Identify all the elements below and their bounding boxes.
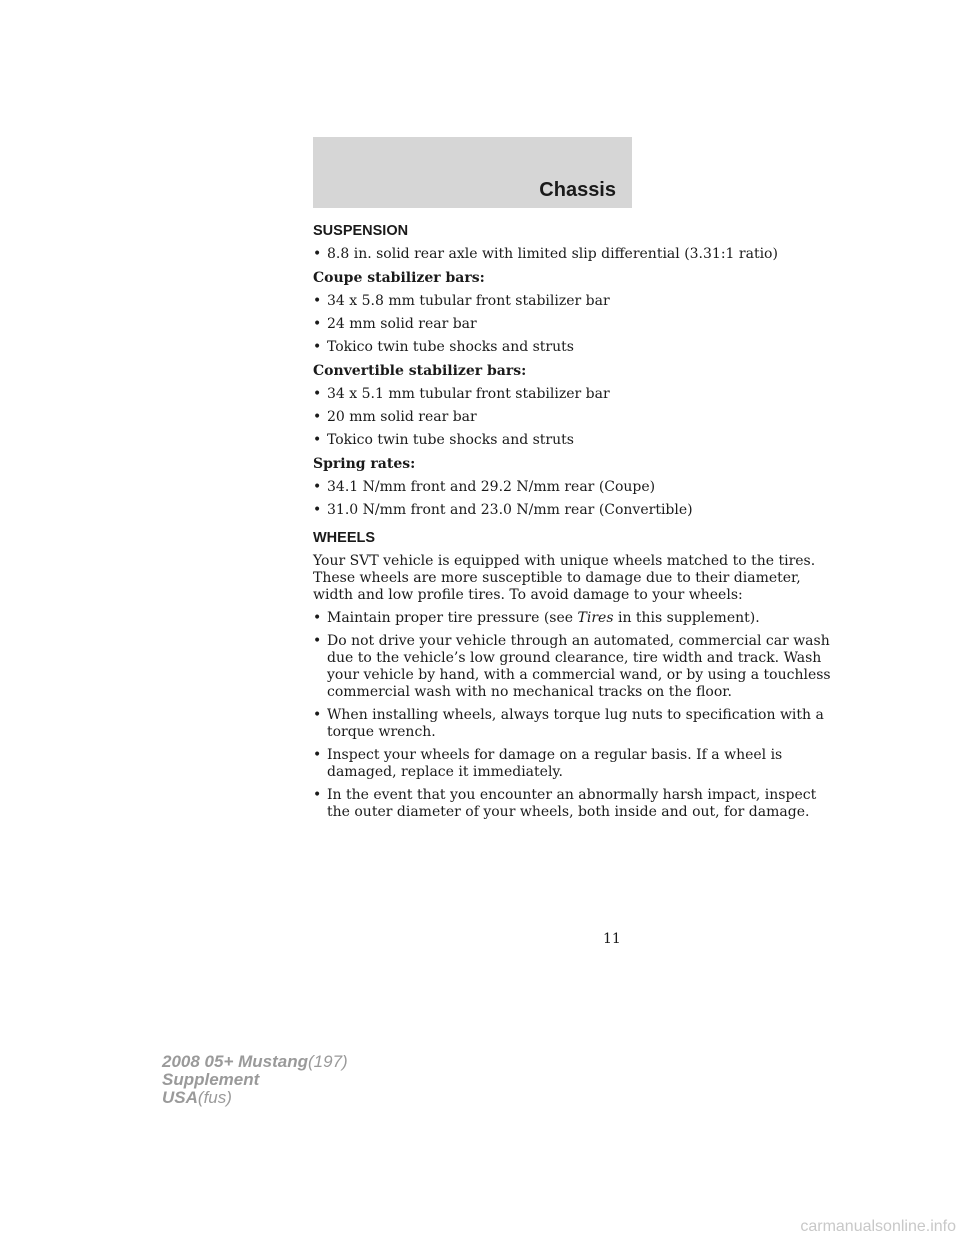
page-content bbox=[313, 222, 831, 827]
list-item-impact: • In the event that you encounter an abnormally harsh impact, inspect the outer diameter of your wheels, both inside and out, for damage. bbox=[313, 787, 643, 821]
coupe-stabilizer-heading: Coupe stabilizer bars: bbox=[313, 270, 485, 286]
list-item: • 31.0 N/mm front and 23.0 N/mm rear (Convertible) bbox=[313, 502, 643, 519]
list-item-tire-pressure: • Maintain proper tire pressure (see Tires in this supplement). bbox=[313, 610, 643, 627]
section-title: Chassis bbox=[539, 179, 616, 201]
list-item-installing: • When installing wheels, always torque lug nuts to specification with a torque wrench. bbox=[313, 707, 643, 741]
document-footer: 2008 05+ Mustang(197) Supplement USA(fus) bbox=[162, 1052, 348, 1107]
section-header bbox=[313, 137, 632, 208]
list-item-axle: • 8.8 in. solid rear axle with limited slip differential (3.31:1 ratio) bbox=[313, 246, 643, 263]
suspension-heading: SUSPENSION bbox=[313, 223, 409, 239]
list-item: • 24 mm solid rear bar bbox=[313, 316, 643, 333]
list-item-inspect: • Inspect your wheels for damage on a regular basis. If a wheel is damaged, replace it immediately. bbox=[313, 747, 643, 781]
wheels-intro-paragraph: Your SVT vehicle is equipped with unique wheels matched to the tires. These wheels are more susceptible to damage due to their diameter, width and low profile tires. To avoid damage to your wheels: bbox=[313, 553, 816, 603]
watermark: carmanualsonline.info bbox=[800, 1218, 956, 1235]
list-item: • 34 x 5.8 mm tubular front stabilizer bar bbox=[313, 293, 643, 310]
convertible-stabilizer-heading: Convertible stabilizer bars: bbox=[313, 363, 527, 379]
list-item-car-wash: • Do not drive your vehicle through an automated, commercial car wash due to the vehicle’s low ground clearance, tire width and track. Wash your vehicle by hand, with a commercial wand, or by using a touchless commercial wash with no mechanical tracks on the floor. bbox=[313, 633, 643, 701]
list-item: • 34 x 5.1 mm tubular front stabilizer bar bbox=[313, 386, 643, 403]
list-item: • 34.1 N/mm front and 29.2 N/mm rear (Coupe) bbox=[313, 479, 643, 496]
page-number: 11 bbox=[603, 931, 621, 947]
list-item: • Tokico twin tube shocks and struts bbox=[313, 339, 643, 356]
list-item: • Tokico twin tube shocks and struts bbox=[313, 432, 643, 449]
spring-rates-heading: Spring rates: bbox=[313, 456, 416, 472]
tires-reference: Tires bbox=[577, 610, 614, 626]
wheels-heading: WHEELS bbox=[313, 530, 376, 546]
list-item: • 20 mm solid rear bar bbox=[313, 409, 643, 426]
